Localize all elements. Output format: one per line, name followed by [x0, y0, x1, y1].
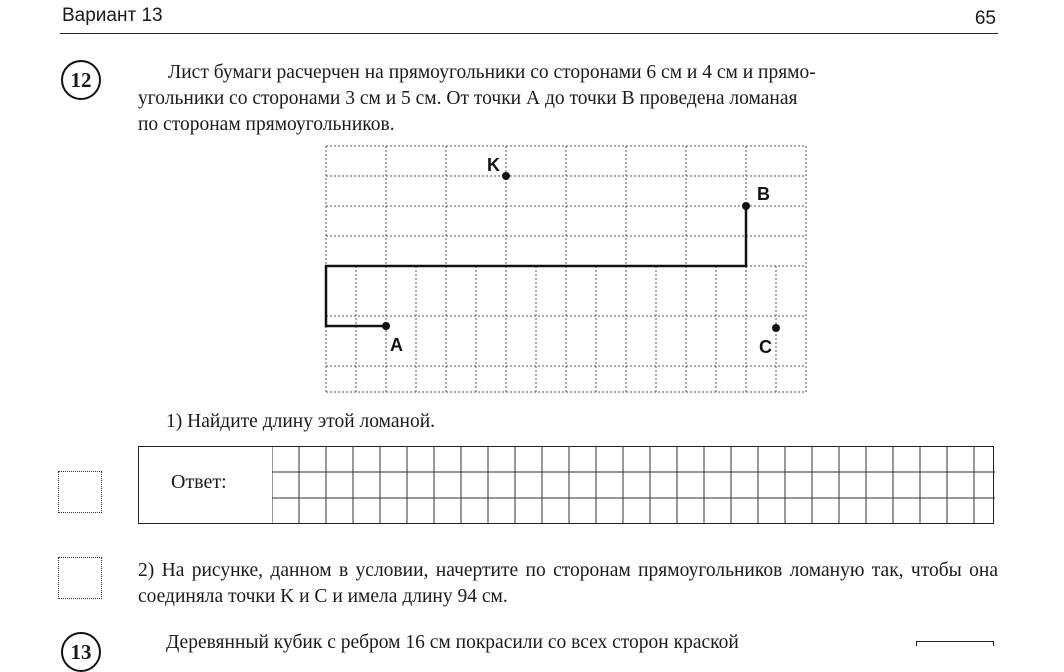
- question-2: 2) На рисунке, данном в условии, начертите по сторонам прямоугольников ломаную так, чтобы она соединяла точки K и С и имела длину 94 см.: [138, 560, 998, 607]
- condition-line: Лист бумаги расчерчен на прямоугольники со сторонами 6 см и 4 см и прямо-: [168, 62, 816, 83]
- answer-input-grid[interactable]: [272, 446, 995, 524]
- score-checkbox-1[interactable]: [58, 471, 102, 513]
- task-number-badge: 12: [61, 60, 101, 100]
- grid-lines: [326, 146, 806, 392]
- condition-line: угольники со сторонами 3 см и 5 см. От точки А до точки В проведена ломаная: [138, 88, 798, 109]
- point-k-label: K: [487, 155, 500, 175]
- task-13-text: Деревянный кубик с ребром 16 см покрасили со всех сторон краской: [166, 632, 739, 653]
- condition-line: по сторонам прямоугольников.: [138, 114, 395, 135]
- score-checkbox-2[interactable]: [58, 557, 102, 599]
- answer-box: [138, 446, 994, 524]
- task-condition: [138, 60, 998, 138]
- point-b-marker[interactable]: [742, 202, 750, 210]
- answer-label: Ответ:: [171, 471, 227, 493]
- point-k-marker[interactable]: [502, 172, 510, 180]
- point-a-marker[interactable]: [382, 322, 390, 330]
- point-a-label: A: [390, 335, 403, 355]
- point-c-marker[interactable]: [772, 324, 780, 332]
- point-c-label: C: [759, 337, 772, 357]
- rectangle-grid-figure[interactable]: [318, 140, 818, 400]
- point-b-label: B: [757, 184, 770, 204]
- header-divider: [60, 33, 998, 34]
- task-number-badge-next: 13: [61, 632, 101, 672]
- page-number: 65: [974, 8, 996, 29]
- question-1: 1) Найдите длину этой ломаной.: [166, 411, 436, 432]
- variant-title: Вариант 13: [62, 5, 163, 26]
- answer-box-next[interactable]: [916, 641, 994, 646]
